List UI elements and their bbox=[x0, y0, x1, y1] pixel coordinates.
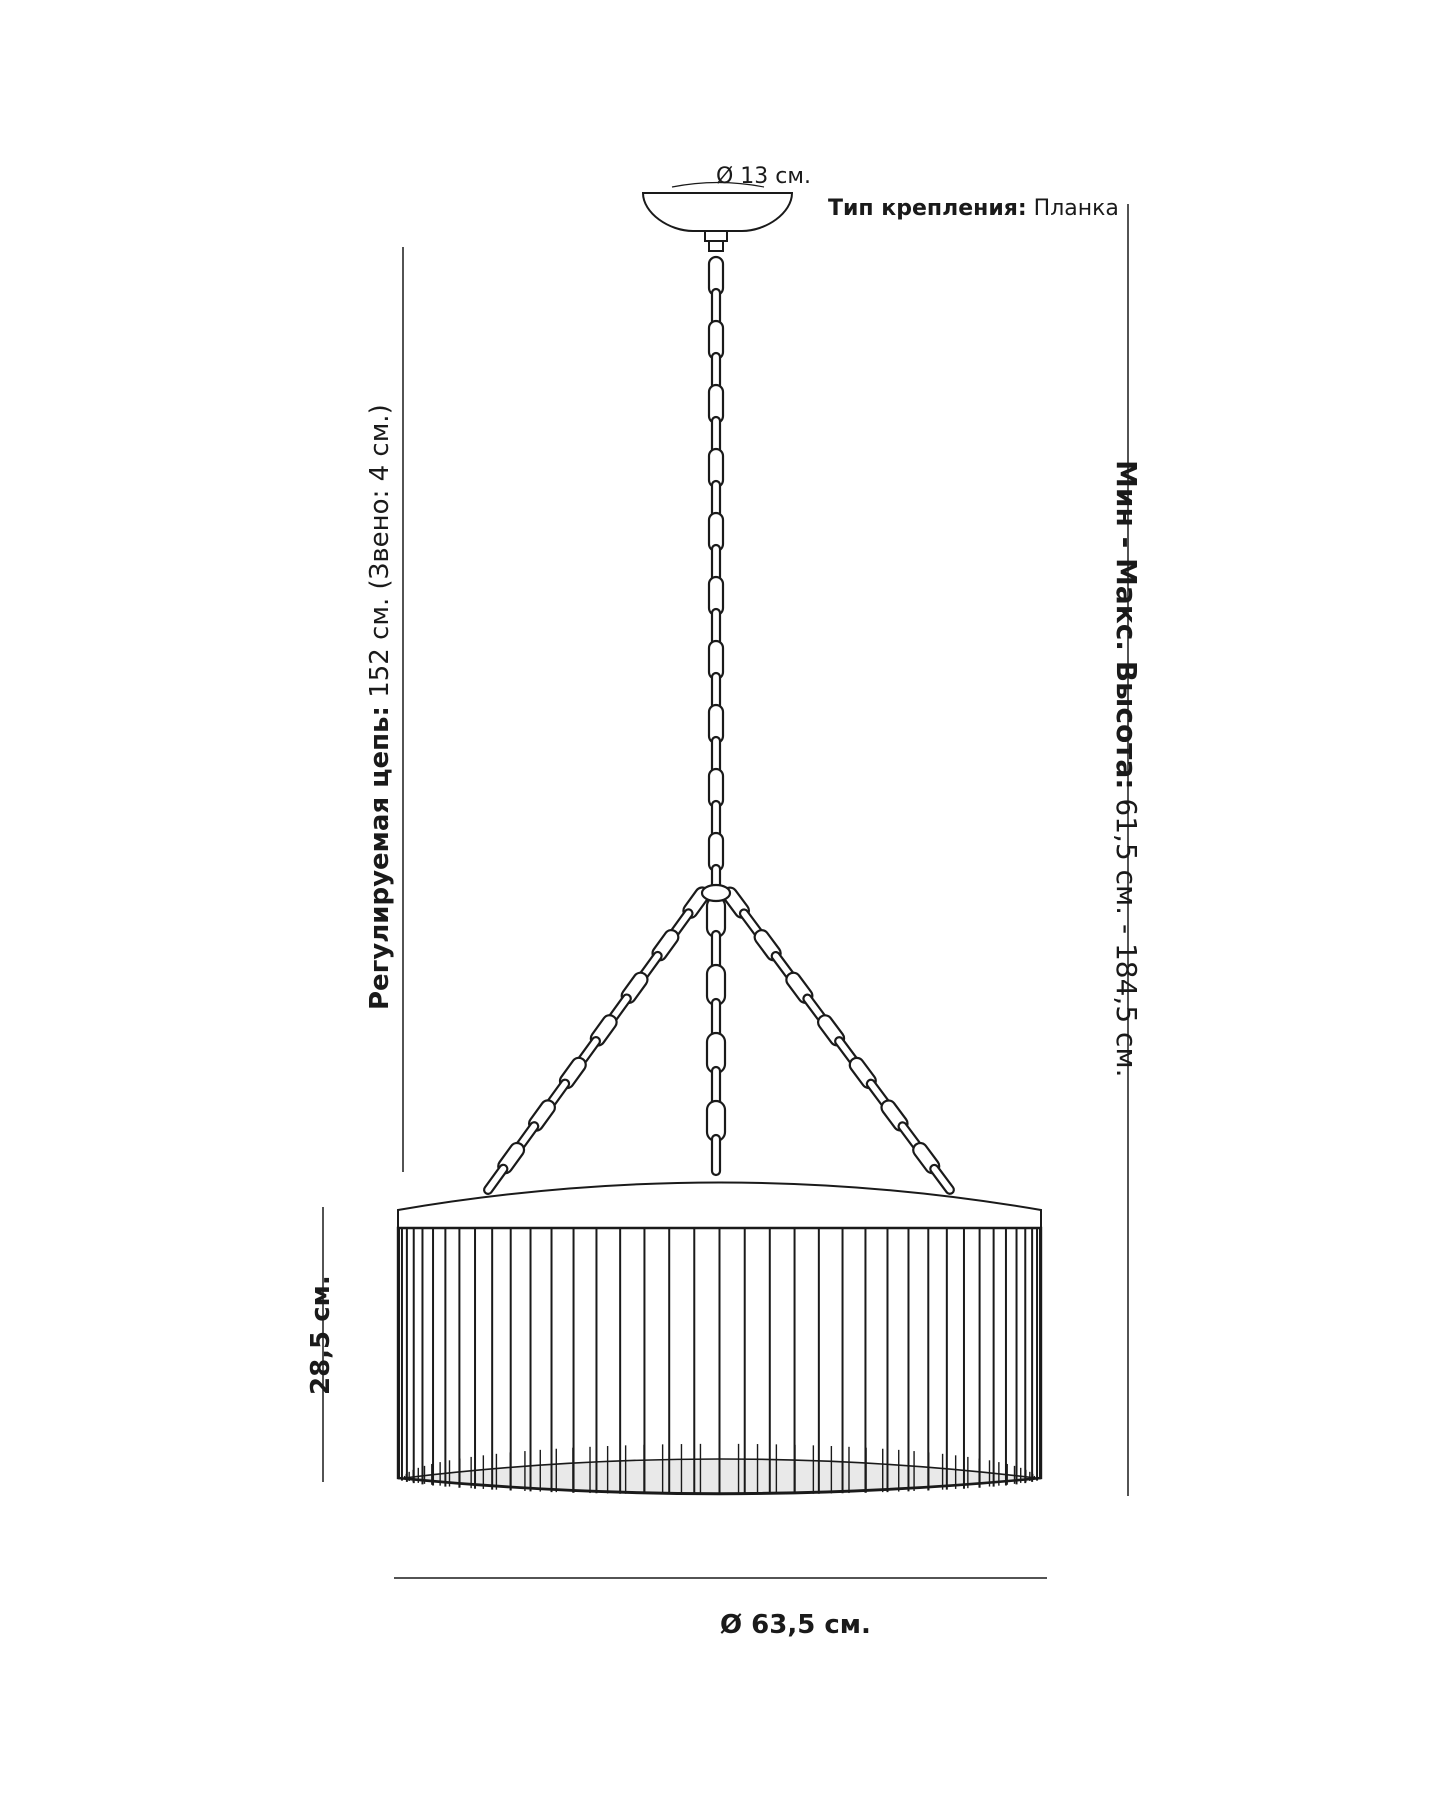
chain-value: 152 см. (Звено: 4 см.) bbox=[365, 404, 395, 698]
mount-type-value: Планка bbox=[1033, 196, 1119, 221]
total-height-label bbox=[1110, 460, 1143, 1078]
canopy bbox=[643, 183, 792, 252]
chain-label bbox=[367, 404, 393, 1010]
chain-hub bbox=[702, 885, 730, 901]
mount-type-key: Тип крепления: bbox=[828, 196, 1027, 221]
chain-key: Регулируемая цепь: bbox=[365, 706, 395, 1010]
mount-type-label bbox=[828, 198, 1119, 220]
chain-link bbox=[712, 1135, 720, 1175]
shade-height-label: 28,5 см. bbox=[306, 1275, 336, 1395]
total-height-key: Мин - Макс. Высота: bbox=[1110, 460, 1143, 790]
chain-link bbox=[929, 1163, 956, 1195]
chains bbox=[482, 257, 955, 1195]
lamp-shade bbox=[398, 1183, 1041, 1495]
chain-link bbox=[482, 1163, 508, 1195]
total-height-value: 61,5 см. - 184,5 см. bbox=[1110, 798, 1143, 1078]
